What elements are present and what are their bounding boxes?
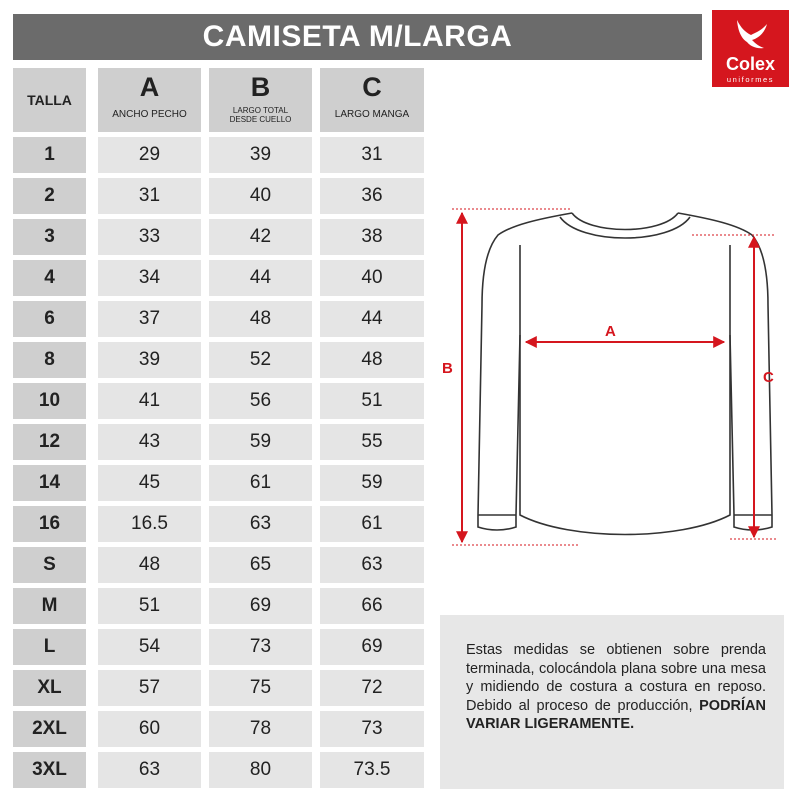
size-cell: 3: [13, 219, 86, 255]
value-cell-a: 16.5: [98, 506, 201, 542]
size-cell: M: [13, 588, 86, 624]
shirt-outline: [478, 213, 772, 535]
value-cell-b: 69: [209, 588, 312, 624]
size-cell: S: [13, 547, 86, 583]
value-cell-c: 48: [320, 342, 424, 378]
value-cell-b: 44: [209, 260, 312, 296]
value-cell-c: 55: [320, 424, 424, 460]
column-label: LARGO MANGA: [334, 109, 410, 120]
value-cell-a: 43: [98, 424, 201, 460]
value-cell-b: 61: [209, 465, 312, 501]
value-cell-b: 65: [209, 547, 312, 583]
value-cell-c: 36: [320, 178, 424, 214]
value-cell-c: 69: [320, 629, 424, 665]
size-cell: 14: [13, 465, 86, 501]
size-cell: 10: [13, 383, 86, 419]
column-letter: C: [362, 72, 382, 102]
column-label: LARGO TOTAL DESDE CUELLO: [229, 106, 292, 124]
value-cell-a: 63: [98, 752, 201, 788]
measure-label-a: A: [605, 323, 616, 340]
column-header-a: [98, 68, 201, 132]
value-cell-c: 73.5: [320, 752, 424, 788]
brand-logo: [712, 10, 789, 87]
value-cell-b: 73: [209, 629, 312, 665]
value-cell-b: 80: [209, 752, 312, 788]
value-cell-a: 39: [98, 342, 201, 378]
value-cell-a: 45: [98, 465, 201, 501]
value-cell-c: 72: [320, 670, 424, 706]
value-cell-a: 60: [98, 711, 201, 747]
value-cell-c: 31: [320, 137, 424, 173]
value-cell-c: 51: [320, 383, 424, 419]
value-cell-a: 33: [98, 219, 201, 255]
value-cell-b: 40: [209, 178, 312, 214]
value-cell-a: 31: [98, 178, 201, 214]
size-cell: 1: [13, 137, 86, 173]
size-cell: 2XL: [13, 711, 86, 747]
value-cell-b: 42: [209, 219, 312, 255]
column-header-b: [209, 68, 312, 132]
size-cell: 4: [13, 260, 86, 296]
note-bold-text: PODRÍAN VARIAR LIGERAMENTE.: [466, 697, 767, 732]
value-cell-a: 34: [98, 260, 201, 296]
logo-brand-text: Colex: [725, 54, 776, 74]
value-cell-b: 48: [209, 301, 312, 337]
value-cell-c: 59: [320, 465, 424, 501]
column-label: ANCHO PECHO: [112, 109, 187, 120]
note-text: Estas medidas se obtienen sobre prenda terminada, colocándola plana sobre una mesa y midiendo de costura a costura en reposo. Debido al proceso de producción,: [466, 642, 766, 714]
value-cell-a: 37: [98, 301, 201, 337]
size-column-header: TALLA: [13, 68, 86, 132]
value-cell-b: 39: [209, 137, 312, 173]
value-cell-a: 57: [98, 670, 201, 706]
value-cell-c: 40: [320, 260, 424, 296]
value-cell-b: 52: [209, 342, 312, 378]
measure-label-c: C: [763, 369, 774, 386]
bird-logo-icon: [731, 18, 771, 52]
value-cell-c: 73: [320, 711, 424, 747]
value-cell-b: 63: [209, 506, 312, 542]
value-cell-c: 66: [320, 588, 424, 624]
size-cell: 6: [13, 301, 86, 337]
size-cell: 3XL: [13, 752, 86, 788]
logo-subtitle: uniformes: [726, 75, 775, 84]
measurement-note: [440, 615, 784, 789]
page-title: CAMISETA M/LARGA: [13, 14, 702, 60]
size-cell: 16: [13, 506, 86, 542]
size-cell: L: [13, 629, 86, 665]
column-letter: A: [139, 72, 160, 102]
value-cell-b: 78: [209, 711, 312, 747]
value-cell-c: 61: [320, 506, 424, 542]
value-cell-a: 41: [98, 383, 201, 419]
size-cell: 12: [13, 424, 86, 460]
value-cell-a: 54: [98, 629, 201, 665]
measure-label-b: B: [442, 360, 453, 377]
measurement-lines: [462, 213, 754, 542]
value-cell-b: 56: [209, 383, 312, 419]
value-cell-b: 59: [209, 424, 312, 460]
size-cell: 8: [13, 342, 86, 378]
size-cell: 2: [13, 178, 86, 214]
column-letter: B: [250, 72, 271, 102]
value-cell-c: 44: [320, 301, 424, 337]
value-cell-c: 38: [320, 219, 424, 255]
value-cell-b: 75: [209, 670, 312, 706]
value-cell-a: 48: [98, 547, 201, 583]
value-cell-a: 51: [98, 588, 201, 624]
value-cell-a: 29: [98, 137, 201, 173]
column-header-c: [320, 68, 424, 132]
shirt-diagram: [430, 195, 790, 555]
value-cell-c: 63: [320, 547, 424, 583]
size-cell: XL: [13, 670, 86, 706]
